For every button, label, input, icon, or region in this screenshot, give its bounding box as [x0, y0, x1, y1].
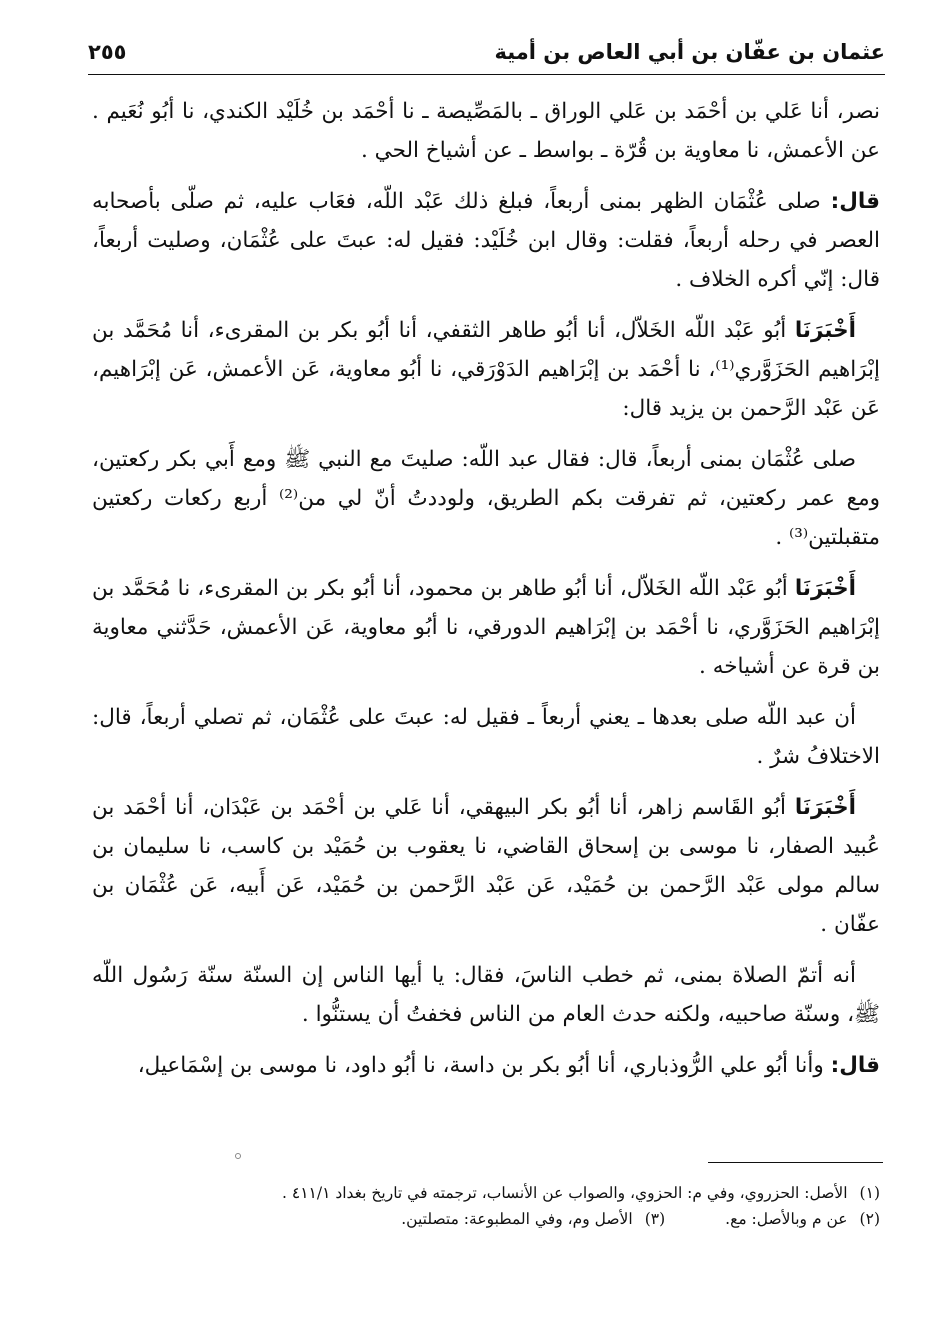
paragraph-6: أن عبد اللّه صلى بعدها ـ يعني أربعاً ـ فقيل له: عبتَ على عُثْمَان، ثم تصلي أربعاً، قال: الاختلافُ شرٌ . — [92, 705, 880, 769]
running-title: عثمان بن عفّان بن أبي العاص بن أمية — [494, 40, 885, 64]
footnote-1 — [92, 1180, 880, 1206]
akhbarana-lead: أَخْبَرَنَا — [794, 795, 856, 820]
footnote-number: (١) — [859, 1184, 880, 1202]
akhbarana-lead: أَخْبَرَنَا — [794, 318, 856, 343]
footnote-number: (٣) — [644, 1210, 666, 1228]
footnotes — [92, 1180, 880, 1232]
qala-lead: قال: — [830, 1053, 880, 1078]
main-text — [92, 92, 880, 1097]
paragraph-2: قال: صلى عُثْمَان الظهر بمنى أربعاً، فبلغ ذلك عَبْد اللّه، فعَاب عليه، ثم صلّى بأصحابه العصر في رحله أربعاً، فقلت: وقال ابن خُلَيْد: فقيل له: عبتَ على عُثْمَان، وصليت أربعاً، قال: إنّي أكره الخلاف . — [92, 189, 880, 292]
paragraph-7: أَخْبَرَنَا أبُو القَاسم زاهر، أنا أبُو بكر البيهقي، أنا عَلي بن أحْمَد بن عَبْدَان، أنا أحْمَد بن عُبيد الصفار، نا موسى بن إسحاق القاضي، نا يعقوب بن حُمَيْد بن كاسب، نا سليمان بن سالم مولى عَبْد الرَّحمن بن حُمَيْد، عَن عَبْد الرَّحمن بن حُمَيْد، عَن أَبيه، عَن عُثْمَان بن عفّان . — [92, 795, 880, 937]
paragraph-1: نصر، أنا عَلي بن أحْمَد بن عَلي الوراق ـ بالمَصِّيصة ـ نا أحْمَد بن خُلَيْد الكندي، نا أبُو نُعَيم . عن الأعمش، نا معاوية بن قُرّة ـ بواسط ـ عن أشياخ الحي . — [92, 99, 880, 163]
stray-mark — [235, 1153, 241, 1159]
footnote-text: عن م وبالأصل: مع. — [725, 1210, 848, 1228]
page-number: ٢٥٥ — [88, 40, 127, 64]
paragraph-4: صلى عُثْمَان بمنى أربعاً، قال: فقال عبد اللّه: صليتَ مع النبي ﷺ ومع أَبي بكر ركعتين، ومع عمر ركعتين، ثم تفرقت بكم الطريق، ولوددتُ أنّ لي من⁽²⁾ أربع ركعات ركعتين متقبلتين⁽³⁾ . — [92, 447, 880, 550]
footnote-number: (٢) — [859, 1210, 880, 1228]
footnote-separator — [708, 1162, 883, 1163]
footnote-2-3 — [92, 1206, 880, 1232]
akhbarana-lead: أَخْبَرَنَا — [794, 576, 856, 601]
qala-lead: قال: — [830, 189, 880, 214]
paragraph-3: أَخْبَرَنَا أبُو عَبْد اللّه الخَلاّل، أنا أبُو طاهر الثقفي، أنا أبُو بكر بن المقرىء، أنا مُحَمَّد بن إبْرَاهيم الحَزَوَّري⁽¹⁾، نا أحْمَد بن إبْرَاهيم الدَوْرَقي، نا أبُو معاوية، عَن الأعمش، عَن إبْرَاهيم، عَن عَبْد الرَّحمن بن يزيد قال: — [92, 318, 880, 421]
page-header — [88, 34, 885, 75]
paragraph-5: أَخْبَرَنَا أبُو عَبْد اللّه الخَلاّل، أنا أبُو طاهر بن محمود، أنا أبُو بكر بن المقرىء، نا مُحَمَّد بن إبْرَاهيم الحَزَوَّري، نا أحْمَد بن إبْرَاهيم الدورقي، نا أبُو معاوية، عَن الأعمش، حَدَّثني معاوية بن قرة عن أشياخه . — [92, 576, 880, 679]
footnote-text: الأصل وم، وفي المطبوعة: متصلتين. — [401, 1210, 633, 1228]
paragraph-9: قال: وأنا أبُو علي الرُّوذباري، أنا أبُو بكر بن داسة، نا أبُو داود، نا موسى بن إسْمَاعيل، — [137, 1053, 880, 1078]
paragraph-8: أنه أتمّ الصلاة بمنى، ثم خطب الناسَ، فقال: يا أيها الناس إن السنّة سنّة رَسُول اللّه ﷺ، وسنّة صاحبيه، ولكنه حدث العام من الناس فخفتُ أن يستنُّوا . — [92, 963, 880, 1027]
footnote-text: الأصل: الحزروي، وفي م: الحزوي، والصواب عن الأنساب، ترجمته في تاريخ بغداد ٤١١/١ . — [282, 1184, 848, 1202]
